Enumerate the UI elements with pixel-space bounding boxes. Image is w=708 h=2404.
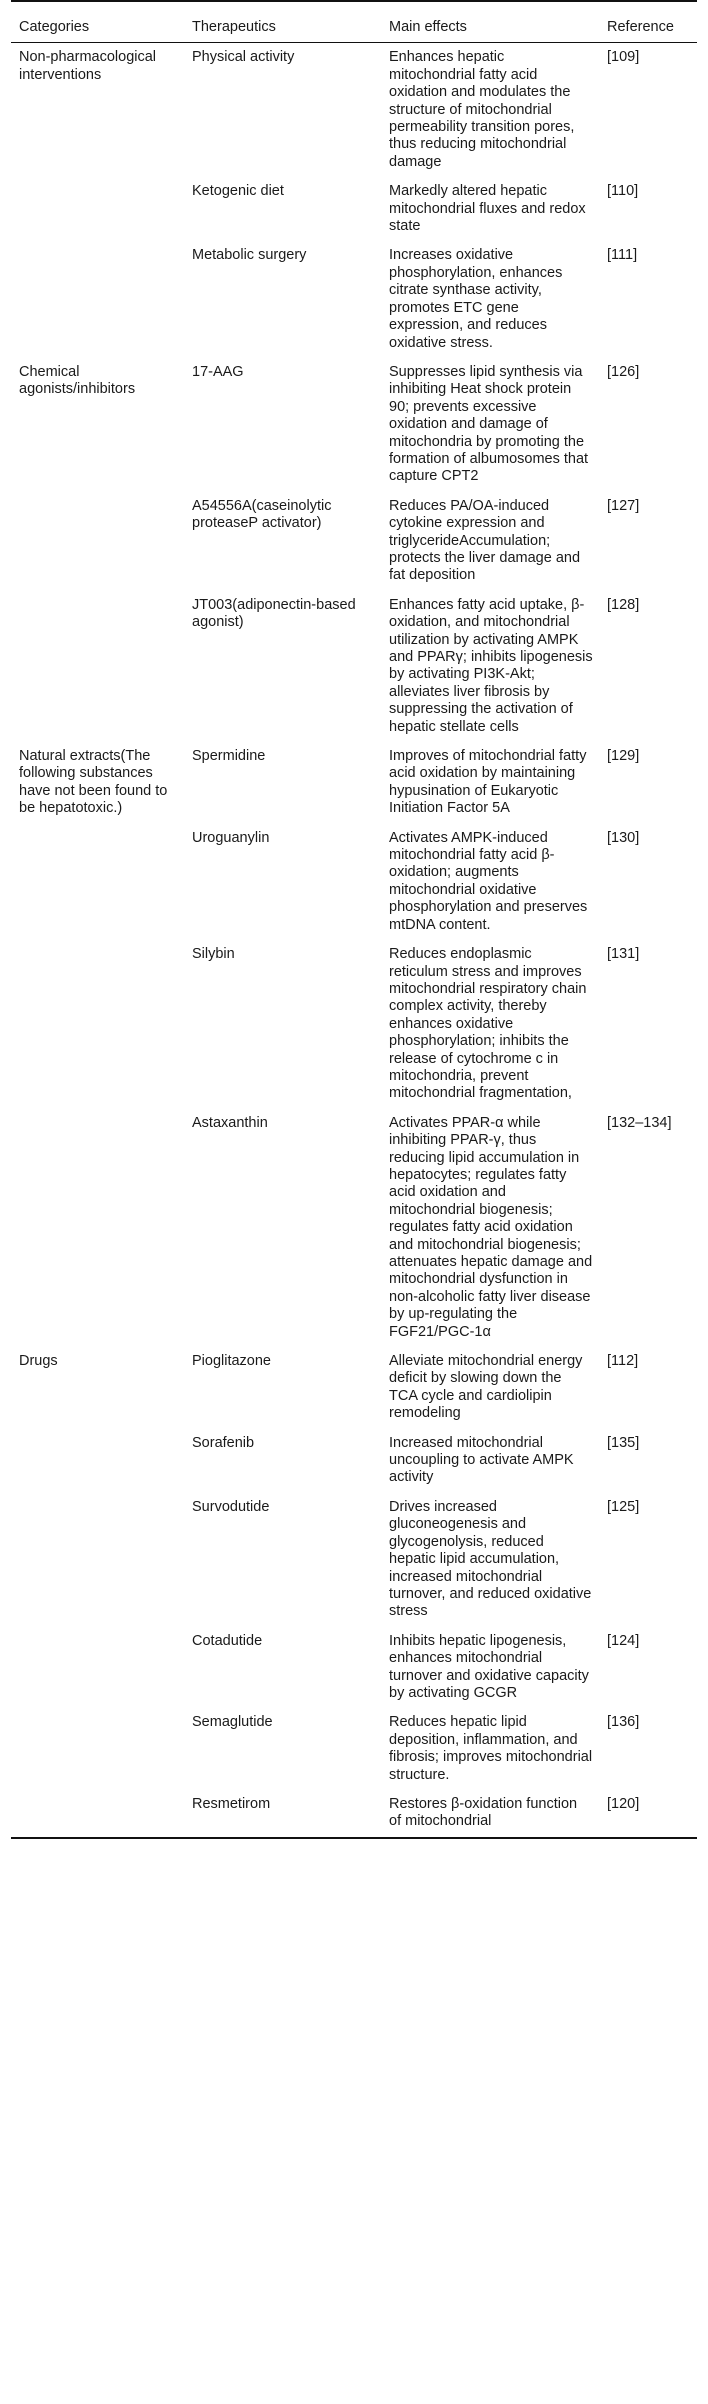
reference-cell: [124] bbox=[607, 1632, 640, 1649]
category-cell bbox=[11, 591, 184, 742]
effect-cell: Enhances hepatic mitochondrial fatty acid oxidation and modulates the structure of mitochondrial permeability transition pores, thus reducing mitochondrial damage bbox=[389, 49, 575, 170]
reference-cell: [136] bbox=[607, 1714, 640, 1731]
table-row bbox=[11, 1429, 697, 1493]
effect-cell: Increased mitochondrial uncoupling to activate AMPK activity bbox=[389, 1434, 574, 1486]
therapeutic-cell: 17-AAG bbox=[192, 363, 244, 380]
table-row bbox=[11, 1347, 697, 1429]
reference-cell: [111] bbox=[607, 247, 638, 264]
therapeutic-cell: Pioglitazone bbox=[192, 1353, 271, 1370]
category-cell bbox=[11, 940, 184, 1109]
reference-cell: [110] bbox=[607, 183, 639, 200]
effect-cell: Improves of mitochondrial fatty acid oxidation by maintaining hypusination of Eukaryotic Initiation Factor 5A bbox=[389, 748, 587, 817]
reference-cell: [112] bbox=[607, 1353, 639, 1370]
therapeutic-cell: Uroguanylin bbox=[192, 829, 270, 846]
table-row bbox=[11, 1708, 697, 1790]
reference-cell: [127] bbox=[607, 497, 640, 514]
table-row bbox=[11, 591, 697, 742]
category-cell: Chemical agonists/inhibitors bbox=[19, 363, 136, 398]
effect-cell: Alleviate mitochondrial energy deficit by slowing down the TCA cycle and cardiolipin remodeling bbox=[389, 1353, 583, 1422]
reference-cell: [135] bbox=[607, 1434, 640, 1451]
reference-cell: [128] bbox=[607, 596, 640, 613]
reference-cell: [126] bbox=[607, 363, 640, 380]
table-row bbox=[11, 492, 697, 591]
table-row bbox=[11, 1627, 697, 1709]
header-row bbox=[11, 1, 697, 43]
table-header bbox=[11, 1, 697, 43]
therapeutic-cell: Survodutide bbox=[192, 1498, 270, 1515]
reference-cell: [120] bbox=[607, 1795, 640, 1812]
therapeutic-cell: Silybin bbox=[192, 946, 235, 963]
therapeutic-cell: Sorafenib bbox=[192, 1434, 255, 1451]
table-row bbox=[11, 824, 697, 940]
therapeutic-cell: A54556A(caseinolytic proteaseP activator) bbox=[192, 497, 332, 532]
reference-cell: [109] bbox=[607, 49, 640, 66]
reference-cell: [131] bbox=[607, 946, 640, 963]
reference-cell: [132–134] bbox=[607, 1114, 672, 1131]
effect-cell: Reduces hepatic lipid deposition, inflammation, and fibrosis; improves mitochondrial structure. bbox=[389, 1714, 593, 1783]
table-row bbox=[11, 177, 697, 241]
table-row bbox=[11, 940, 697, 1109]
category-cell: Natural extracts(The following substances have not been found to be hepatotoxic.) bbox=[19, 748, 168, 817]
reference-cell: [125] bbox=[607, 1498, 640, 1515]
category-cell bbox=[11, 1429, 184, 1493]
effect-cell: Restores β-oxidation function of mitochondrial bbox=[389, 1795, 578, 1830]
table-row bbox=[11, 43, 697, 177]
effect-cell: Enhances fatty acid uptake, β-oxidation, and mitochondrial utilization by activating AMPK and PPARγ; inhibits lipogenesis by activating PI3K-Akt; alleviates liver fibrosis by suppressing the activation of hepatic stellate cells bbox=[389, 596, 593, 735]
therapeutic-cell: Astaxanthin bbox=[192, 1114, 268, 1131]
effect-cell: Markedly altered hepatic mitochondrial fluxes and redox state bbox=[389, 183, 586, 235]
effect-cell: Increases oxidative phosphorylation, enhances citrate synthase activity, promotes ETC gene expression, and reduces oxidative stress. bbox=[389, 247, 563, 351]
effect-cell: Activates AMPK-induced mitochondrial fatty acid β-oxidation; augments mitochondrial oxidative phosphorylation and preserves mtDNA content. bbox=[389, 829, 588, 933]
category-cell bbox=[11, 1627, 184, 1709]
header-main-effects: Main effects bbox=[389, 19, 467, 35]
effect-cell: Reduces PA/OA-induced cytokine expression and triglycerideAccumulation; protects the liver damage and fat deposition bbox=[389, 497, 581, 584]
category-cell: Drugs bbox=[19, 1353, 58, 1370]
category-cell bbox=[11, 1109, 184, 1347]
header-reference: Reference bbox=[607, 19, 674, 35]
category-cell bbox=[11, 1708, 184, 1790]
category-cell bbox=[11, 824, 184, 940]
table-row bbox=[11, 742, 697, 824]
table-body bbox=[11, 43, 697, 1838]
therapeutic-cell: Spermidine bbox=[192, 748, 266, 765]
effect-cell: Drives increased gluconeogenesis and glycogenolysis, reduced hepatic lipid accumulation, increased mitochondrial turnover, and reduced oxidative stress bbox=[389, 1498, 592, 1620]
reference-cell: [129] bbox=[607, 748, 640, 765]
category-cell bbox=[11, 492, 184, 591]
therapeutic-cell: Ketogenic diet bbox=[192, 183, 284, 200]
therapeutic-cell: Cotadutide bbox=[192, 1632, 263, 1649]
category-cell bbox=[11, 1493, 184, 1627]
therapeutics-table bbox=[11, 0, 697, 1839]
therapeutic-cell: JT003(adiponectin-based agonist) bbox=[192, 596, 356, 631]
category-cell bbox=[11, 177, 184, 241]
reference-cell: [130] bbox=[607, 829, 640, 846]
table-row bbox=[11, 358, 697, 492]
therapeutic-cell: Resmetirom bbox=[192, 1795, 271, 1812]
table-row bbox=[11, 241, 697, 357]
table-row bbox=[11, 1493, 697, 1627]
table-row bbox=[11, 1790, 697, 1838]
therapeutic-cell: Physical activity bbox=[192, 49, 295, 66]
table-row bbox=[11, 1109, 697, 1347]
category-cell bbox=[11, 1790, 184, 1838]
effect-cell: Activates PPAR-α while inhibiting PPAR-γ, thus reducing lipid accumulation in hepatocytes; regulates fatty acid oxidation and mitochondrial biogenesis; regulates fatty acid oxidation and mitochondrial biogenesis; attenuates hepatic damage and mitochondrial dysfunction in non-alcoholic fatty liver disease by up-regulating the FGF21/PGC-1α bbox=[389, 1114, 593, 1340]
category-cell: Non-pharmacological interventions bbox=[19, 49, 157, 83]
header-categories: Categories bbox=[19, 19, 90, 35]
effect-cell: Reduces endoplasmic reticulum stress and improves mitochondrial respiratory chain complex activity, thereby enhances oxidative phosphorylation; inhibits the release of cytochrome c in mitochondria, prevent mitochondrial fragmentation, bbox=[389, 946, 587, 1102]
therapeutic-cell: Semaglutide bbox=[192, 1714, 273, 1731]
effect-cell: Inhibits hepatic lipogenesis, enhances mitochondrial turnover and oxidative capacity by activating GCGR bbox=[389, 1632, 589, 1701]
effect-cell: Suppresses lipid synthesis via inhibiting Heat shock protein 90; prevents excessive oxidation and damage of mitochondria by promoting the formation of albumosomes that capture CPT2 bbox=[389, 363, 589, 485]
category-cell bbox=[11, 241, 184, 357]
therapeutic-cell: Metabolic surgery bbox=[192, 247, 307, 264]
header-therapeutics: Therapeutics bbox=[192, 19, 276, 35]
